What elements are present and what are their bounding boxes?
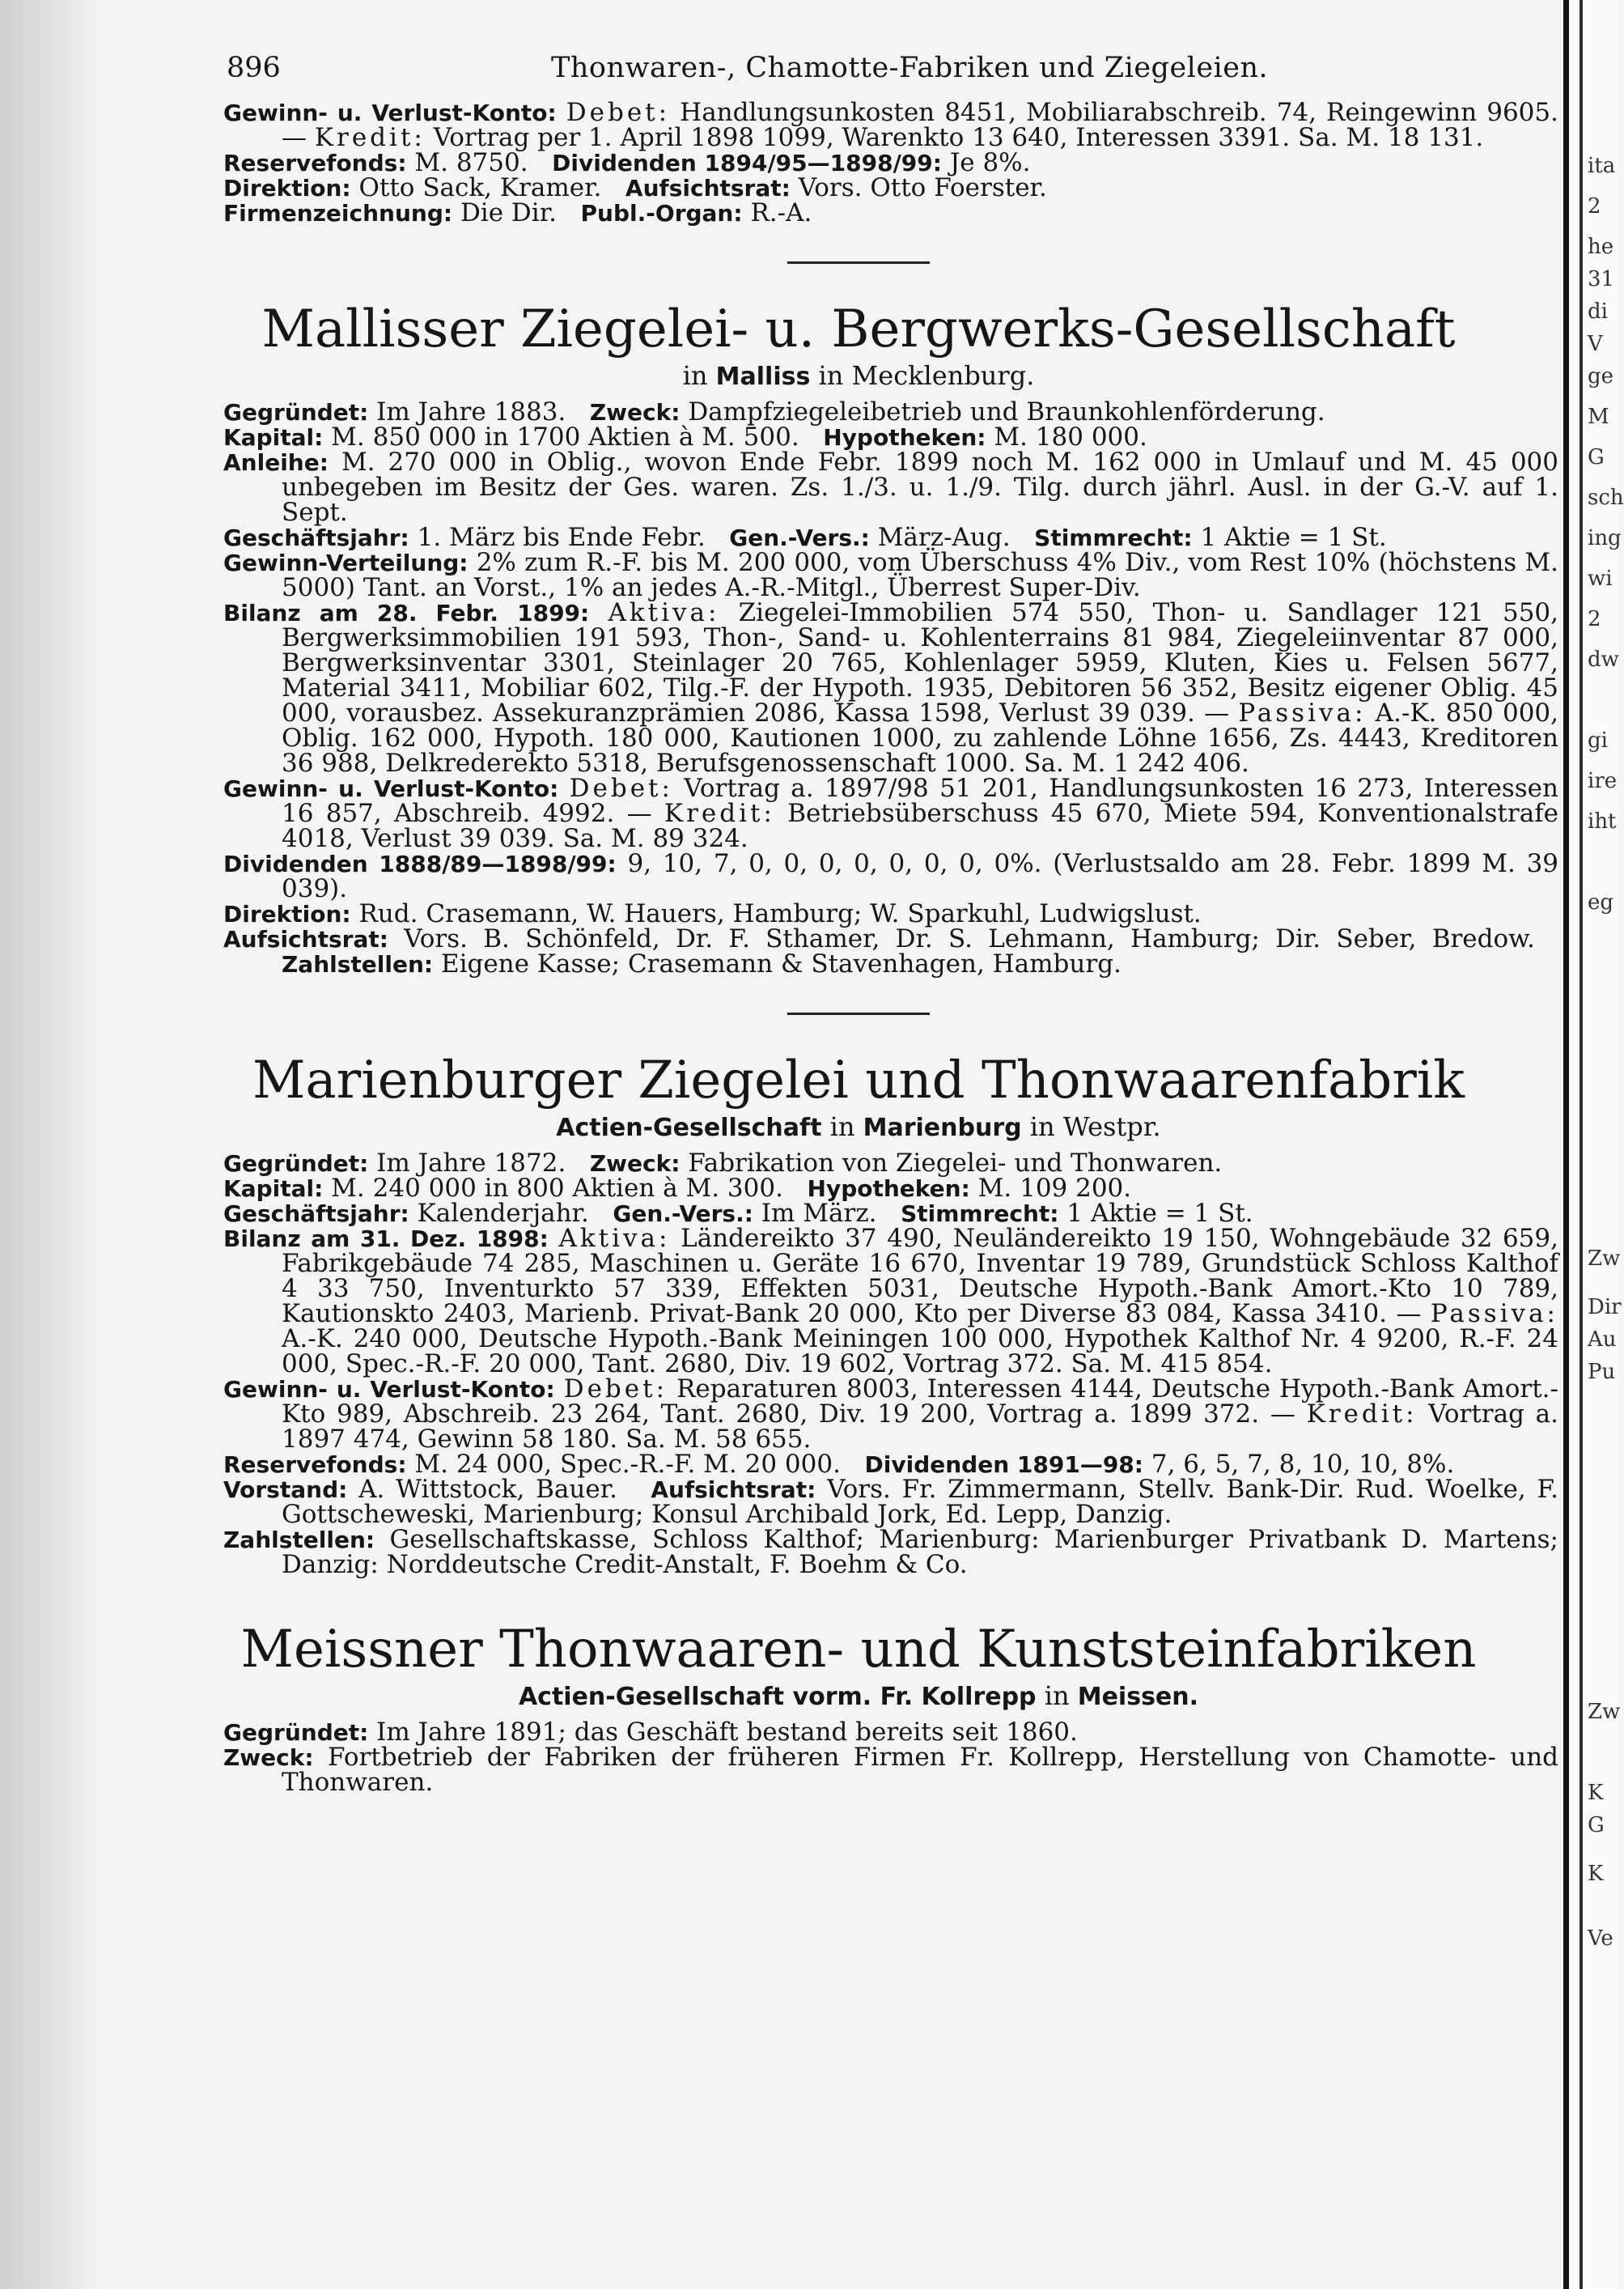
firmenzeichnung-publ: Firmenzeichnung: Die Dir. Publ.-Organ: R.-A.: [223, 198, 812, 227]
margin-fragment: Pu: [1588, 1360, 1616, 1384]
margin-fragment: gi: [1588, 728, 1608, 753]
page-body: [223, 45, 1558, 1795]
entry-meissner: [223, 1620, 1558, 1795]
margin-fragment: G: [1588, 445, 1605, 469]
zahlstellen: Zahlstellen: Gesellschaftskasse, Schloss Kalthof; Marienburg: Marienburger Privatbank D. Martens; Danzig: Norddeutsche Credit-Anstalt, F. Boehm & Co.: [223, 1525, 1558, 1579]
kapital-hypotheken: Kapital: M. 240 000 in 800 Aktien à M. 300. Hypotheken: M. 109 200.: [223, 1174, 1132, 1203]
zweck: Zweck: Fortbetrieb der Fabriken der früheren Firmen Fr. Kollrepp, Herstellung von Chamotte- und Thonwaren.: [223, 1743, 1559, 1797]
margin-fragment: ge: [1588, 364, 1614, 389]
gewinn-verteilung: Gewinn-Verteilung: 2% zum R.-F. bis M. 200 000, vom Überschuss 4% Div., vom Rest 10% (höchstens M. 5000) Tant. an Vorst., 1% an jedes A.-R.-Mitgl., Überrest Super-Div.: [223, 548, 1558, 602]
gewinn-verlust-konto: Gewinn- u. Verlust-Konto: Debet: Handlungsunkosten 8451, Mobiliarabschreib. 74, Reingewinn 9605. — Kredit: Vortrag per 1. April 1898 1099, Warenkto 13 640, Interessen 3391. Sa. M. 18 131.: [223, 98, 1558, 152]
gewinn-verlust-konto: Gewinn- u. Verlust-Konto: Debet: Vortrag a. 1897/98 51 201, Handlungsunkosten 16 273, Interessen 16 857, Abschreib. 4992. — Kredit: Betriebsüberschuss 45 670, Miete 594, Konventionalstrafe 4018, Verlust 39 039. Sa. M. 89 324.: [223, 774, 1559, 853]
geschaeftsjahr: Geschäftsjahr: Kalenderjahr. Gen.-Vers.: Im März. Stimmrecht: 1 Aktie = 1 St.: [223, 1199, 1253, 1228]
kapital-hypotheken: Kapital: M. 850 000 in 1700 Aktien à M. 500. Hypotheken: M. 180 000.: [223, 423, 1147, 452]
bilanz: Bilanz am 28. Febr. 1899: Aktiva: Ziegelei-Immobilien 574 550, Thon- u. Sandlager 121 550, Bergwerksimmobilien 191 593, Thon-, Sand- u. Kohlenterrains 81 984, Ziegeleiinventar 87 000, Bergwerksinventar 3301, Steinlager 20 765, Kohlenlager 5959, Kluten, Kies u. Felsen 5677, Material 3411, Mobiliar 602, Tilg.-F. der Hypoth. 1935, Debitoren 56 352, Besitz eigener Oblig. 45 000, vorausbez. Assekuranzprämien 2086, Kassa 1598, Verlust 39 039. — Passiva: A.-K. 850 000, Oblig. 162 000, Hypoth. 180 000, Kautionen 1000, zu zahlende Löhne 1656, Zs. 4443, Kreditoren 36 988, Delkrederekto 5318, Berufsgenossenschaft 1000. Sa. M. 1 242 406.: [223, 598, 1559, 778]
margin-fragment: he: [1588, 235, 1614, 259]
margin-fragment: dw: [1588, 648, 1619, 672]
company-location: Actien-Gesellschaft vorm. Fr. Kollrepp in Meissen.: [518, 1680, 1199, 1711]
running-title: Thonwaren-, Chamotte-Fabriken und Ziegeleien.: [551, 52, 1269, 84]
direktion-aufsichtsrat: Direktion: Otto Sack, Kramer. Aufsichtsrat: Vors. Otto Foerster.: [223, 173, 1047, 202]
margin-fragment: Zw: [1588, 1246, 1621, 1271]
direktion: Direktion: Rud. Crasemann, W. Hauers, Hamburg; W. Sparkuhl, Ludwigslust.: [223, 899, 1202, 928]
entry-continuation: [223, 100, 1558, 226]
margin-fragment: K: [1588, 1781, 1604, 1805]
anleihe: Anleihe: M. 270 000 in Oblig., wovon Ende Febr. 1899 noch M. 162 000 in Umlauf und M. 45 000 unbegeben im Besitz der Ges. waren. Zs. 1./3. u. 1./9. Tilg. durch jährl. Ausl. in der G.-V. auf 1. Sept.: [223, 448, 1558, 527]
page-number: 896: [227, 52, 281, 84]
margin-fragment: iht: [1588, 809, 1617, 834]
gegruendet-zweck: Gegründet: Im Jahre 1883. Zweck: Dampfziegeleibetrieb und Braunkohlenförderung.: [223, 397, 1325, 427]
running-header: [223, 45, 1558, 100]
reservefonds-dividenden: Reservefonds: M. 8750. Dividenden 1894/95—1898/99: Je 8%.: [223, 148, 1031, 177]
margin-fragment: 2: [1588, 194, 1601, 219]
company-location: Actien-Gesellschaft in Marienburg in Westpr.: [556, 1111, 1161, 1142]
margin-fragment: M: [1588, 405, 1609, 429]
margin-fragment: K: [1588, 1862, 1604, 1886]
company-title: Marienburger Ziegelei und Thonwaarenfabrik: [252, 1051, 1465, 1111]
gewinn-verlust-konto: Gewinn- u. Verlust-Konto: Debet: Reparaturen 8003, Interessen 4144, Deutsche Hypoth.-Bank Amort.-Kto 989, Abschreib. 23 264, Tant. 2680, Div. 19 200, Vortrag a. 1899 372. — Kredit: Vortrag a. 1897 474, Gewinn 58 180. Sa. M. 58 655.: [223, 1374, 1559, 1454]
binding-shadow: [1563, 0, 1569, 2289]
margin-fragment: V: [1588, 332, 1603, 356]
margin-fragment: G: [1588, 1813, 1605, 1837]
section-divider: [787, 261, 930, 264]
margin-fragment: ire: [1588, 769, 1618, 793]
entry-mallisser: [223, 299, 1558, 977]
section-divider: [787, 1013, 930, 1015]
margin-fragment: Zw: [1588, 1700, 1621, 1724]
margin-fragment: ita: [1588, 154, 1616, 178]
margin-fragment: wi: [1588, 567, 1613, 591]
margin-fragment: 2: [1588, 607, 1601, 631]
margin-fragment: di: [1588, 299, 1608, 324]
margin-fragment: 31: [1588, 267, 1615, 291]
bilanz: Bilanz am 31. Dez. 1898: Aktiva: Ländereikto 37 490, Neuländereikto 19 150, Wohngebäude 32 659, Fabrikgebäude 74 285, Maschinen u. Geräte 16 670, Inventar 19 789, Grundstück Schloss Kalthof 4 33 750, Inventurkto 57 339, Effekten 5031, Deutsche Hypoth.-Bank Amort.-Kto 10 789, Kautionskto 2403, Marienb. Privat-Bank 20 000, Kto per Diverse 83 084, Kassa 3410. — Passiva: A.-K. 240 000, Deutsche Hypoth.-Bank Meiningen 100 000, Hypothek Kalthof Nr. 4 9200, R.-F. 24 000, Spec.-R.-F. 20 000, Tant. 2680, Div. 19 602, Vortrag 372. Sa. M. 415 854.: [223, 1224, 1558, 1378]
geschaeftsjahr: Geschäftsjahr: 1. März bis Ende Febr. Gen.-Vers.: März-Aug. Stimmrecht: 1 Aktie = 1 St.: [223, 523, 1387, 552]
reservefonds-dividenden: Reservefonds: M. 24 000, Spec.-R.-F. M. 20 000. Dividenden 1891—98: 7, 6, 5, 7, 8, 10, 10, 8%.: [223, 1450, 1455, 1479]
dividenden: Dividenden 1888/89—1898/99: 9, 10, 7, 0, 0, 0, 0, 0, 0, 0, 0%. (Verlustsaldo am 28. Febr. 1899 M. 39 039).: [223, 849, 1559, 903]
margin-fragment: Dir: [1588, 1295, 1622, 1319]
company-location: in Malliss in Mecklenburg.: [682, 360, 1035, 391]
margin-fragment: Ve: [1588, 1926, 1613, 1951]
gegruendet: Gegründet: Im Jahre 1891; das Geschäft bestand bereits seit 1860.: [223, 1718, 1078, 1747]
margin-fragment: ing: [1588, 526, 1622, 550]
margin-fragment: eg: [1588, 890, 1614, 915]
entry-marienburger: [223, 1051, 1558, 1578]
binding-line: [1579, 0, 1583, 2289]
scan-shadow-left: [0, 0, 105, 2289]
margin-fragment: Au: [1588, 1327, 1617, 1352]
vorstand-aufsichtsrat: Vorstand: A. Wittstock, Bauer. Aufsichtsrat: Vors. Fr. Zimmermann, Stellv. Bank-Dir. Rud. Woelke, F. Gottscheweski, Marienburg; Konsul Archibald Jork, Ed. Lepp, Danzig.: [223, 1475, 1559, 1529]
aufsichtsrat-zahlstellen: Aufsichtsrat: Vors. B. Schönfeld, Dr. F. Sthamer, Dr. S. Lehmann, Hamburg; Dir. Seber, Bredow. Zahlstellen: Eigene Kasse; Crasemann & Stavenhagen, Hamburg.: [223, 924, 1535, 979]
gegruendet-zweck: Gegründet: Im Jahre 1872. Zweck: Fabrikation von Ziegelei- und Thonwaren.: [223, 1149, 1223, 1178]
company-title: Mallisser Ziegelei- u. Bergwerks-Gesellschaft: [261, 299, 1456, 359]
margin-fragment: sch: [1588, 486, 1624, 510]
company-title: Meissner Thonwaaren- und Kunststeinfabriken: [240, 1620, 1477, 1680]
